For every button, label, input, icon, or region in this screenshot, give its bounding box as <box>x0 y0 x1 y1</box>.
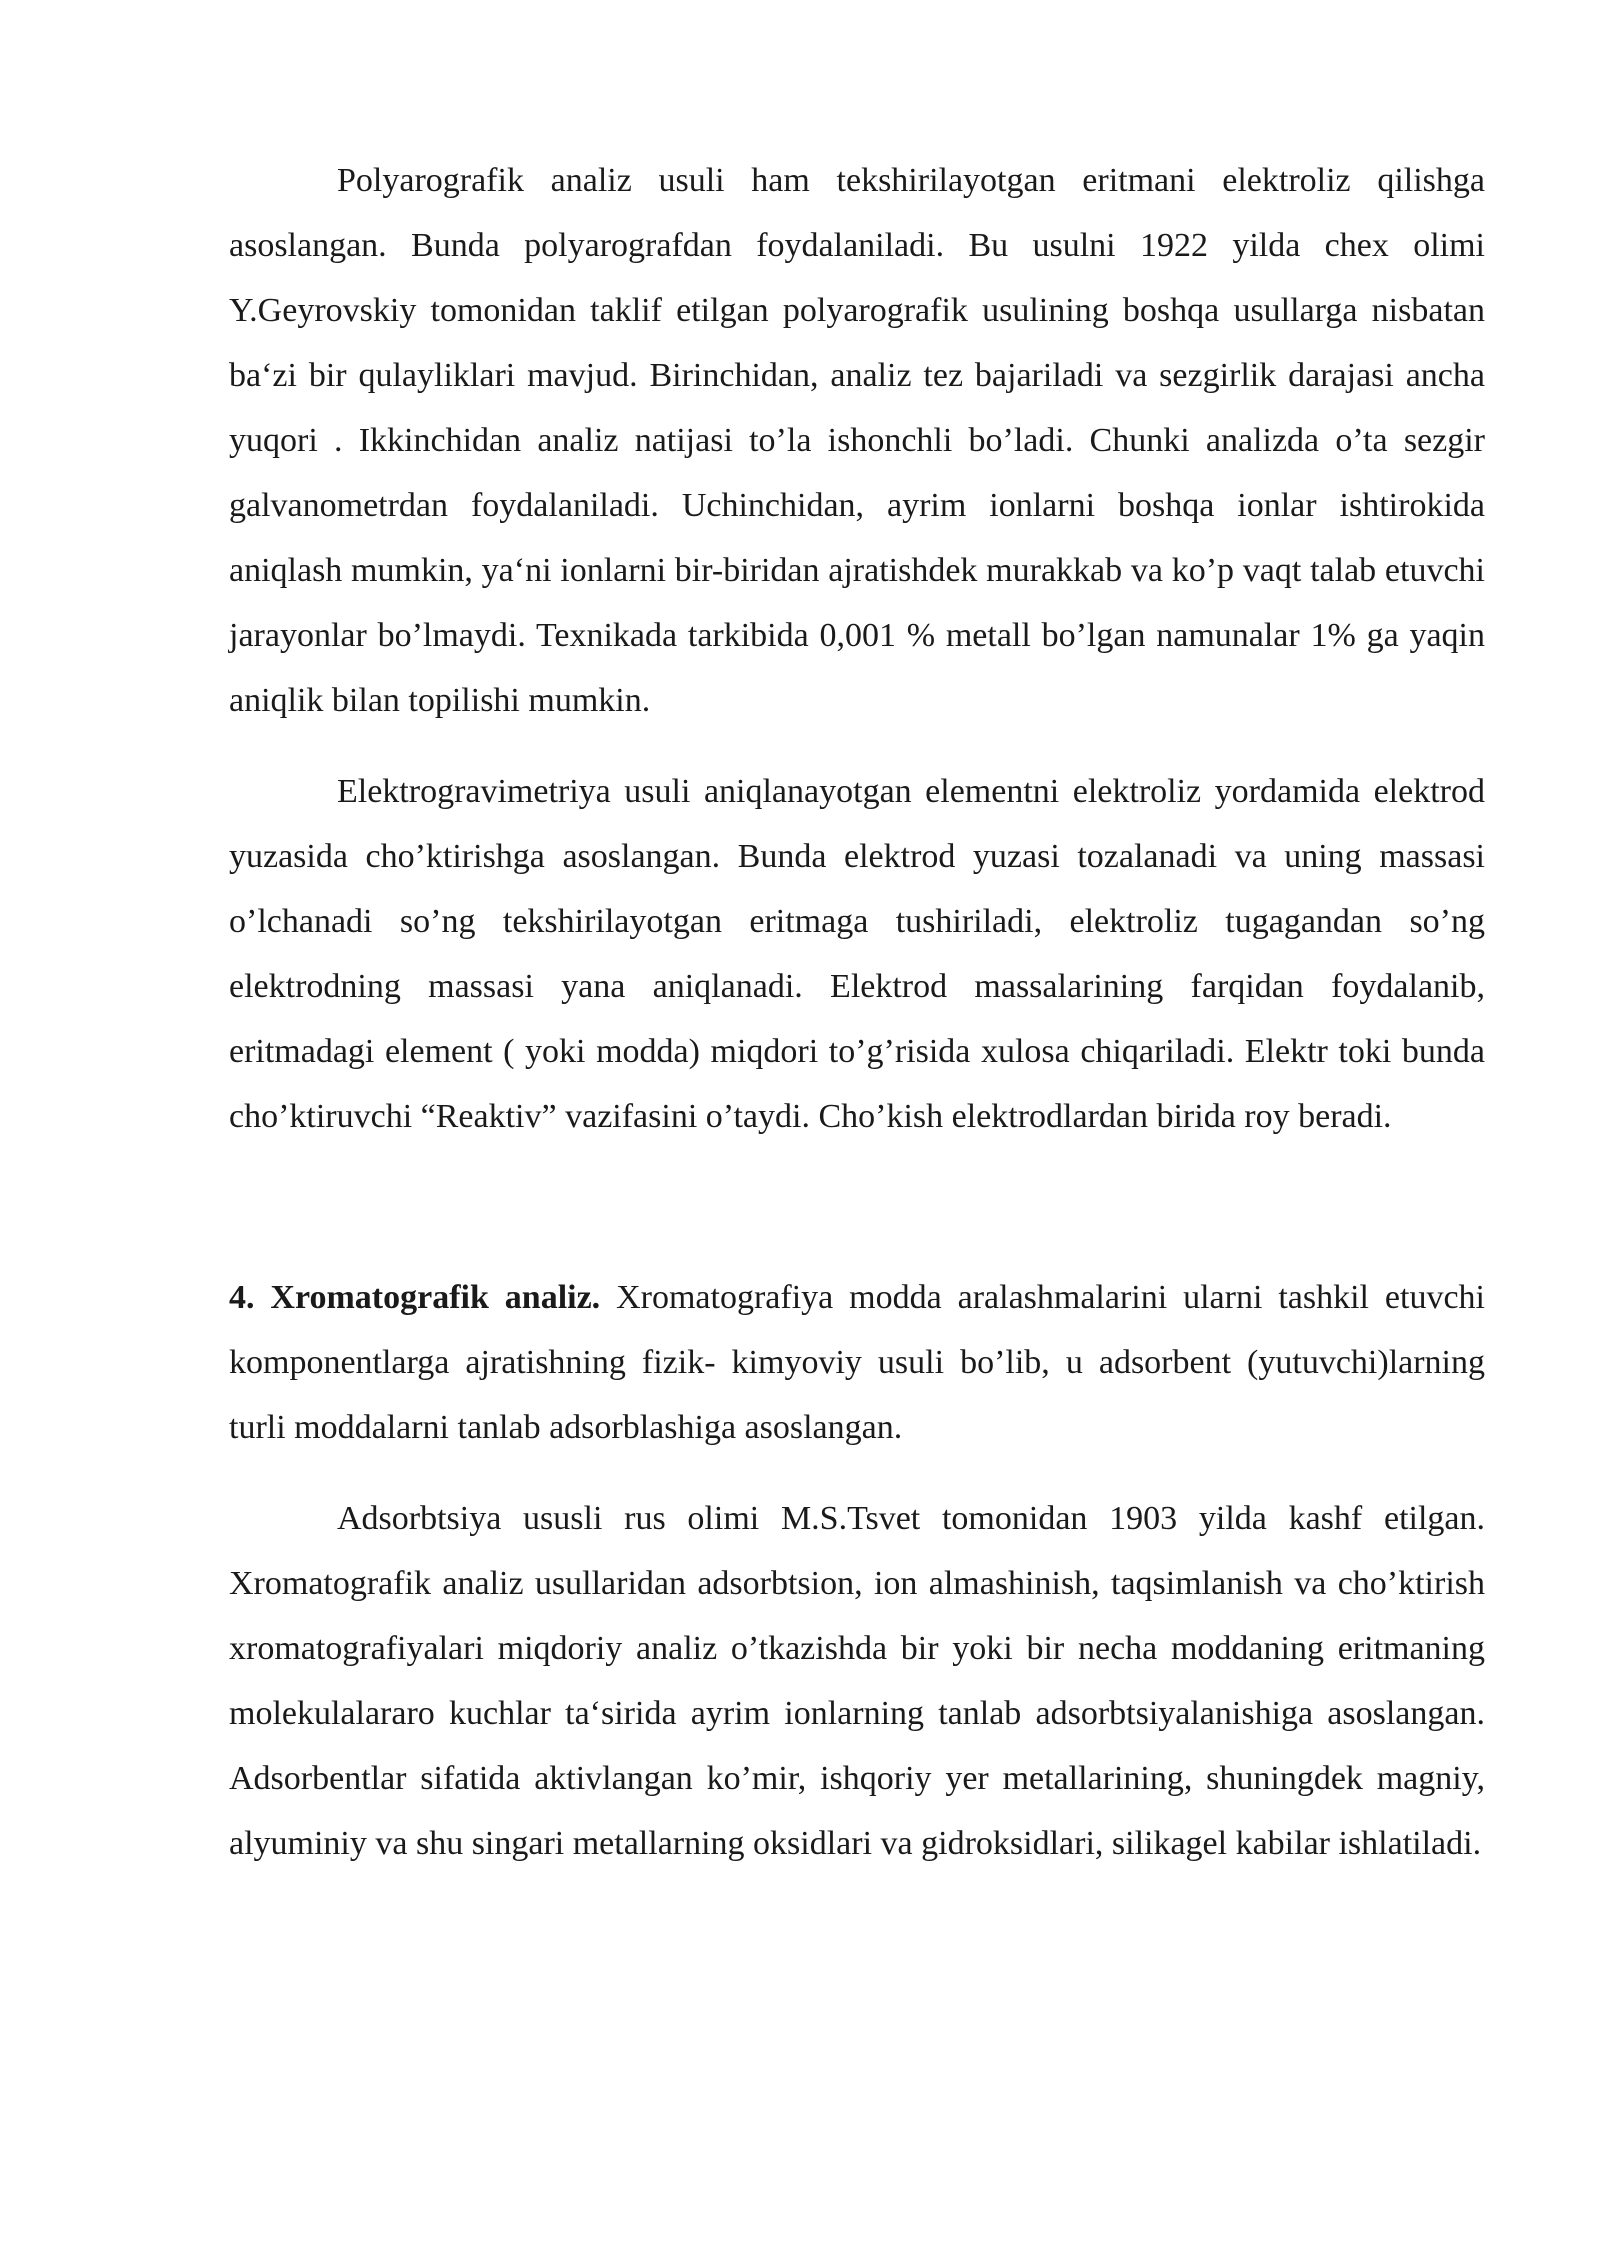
paragraph-adsorption: Adsorbtsiya ususli rus olimi M.S.Tsvet tomonidan 1903 yilda kashf etilgan. Xromatografik analiz usullaridan adsorbtsion, ion almashinish, taqsimlanish va cho’ktirish xromatografiyalari miqdoriy analiz o’tkazishda bir yoki bir necha moddaning eritmaning molekulalararo kuchlar ta‘sirida ayrim ionlarning tanlab adsorbtsiyalanishiga asoslangan. Adsorbentlar sifatida aktivlangan ko’mir, ishqoriy yer metallarining, shuningdek magniy, alyuminiy va shu singari metallarning oksidlari va gidroksidlari, silikagel kabilar ishlatiladi. <box>229 1500 1485 1862</box>
paragraph-polyarography: Polyarografik analiz usuli ham tekshirilayotgan eritmani elektroliz qilishga asoslangan. Bunda polyarografdan foydalaniladi. Bu usulni 1922 yilda chex olimi Y.Geyrovskiy tomonidan taklif etilgan polyarografik usulining boshqa usullarga nisbatan ba‘zi bir qulayliklari mavjud. Birinchidan, analiz tez bajariladi va sezgirlik darajasi ancha yuqori . Ikkinchidan analiz natijasi to’la ishonchli bo’ladi. Chunki analizda o’ta sezgir galvanometrdan foydalaniladi. Uchinchidan, ayrim ionlarni boshqa ionlar ishtirokida aniqlash mumkin, ya‘ni ionlarni bir-biridan ajratishdek murakkab va ko’p vaqt talab etuvchi jarayonlar bo’lmaydi. Texnikada tarkibida 0,001 % metall bo’lgan namunalar 1% ga yaqin aniqlik bilan topilishi mumkin. <box>229 162 1485 719</box>
section-heading-chromatography: 4. Xromatografik analiz. <box>229 1279 601 1316</box>
paragraph-chromatography-text: Xromatografiya modda aralashmalarini ularni tashkil etuvchi komponentlarga ajratishning fizik- kimyoviy usuli bo’lib, u adsorbent (yutuvchi)larning turli moddalarni tanlab adsorblashiga asoslangan. <box>229 1279 1485 1446</box>
document-body <box>229 148 1485 1876</box>
paragraph-chromatography <box>229 1265 1485 1460</box>
paragraph-electrogravimetry: Elektrogravimetriya usuli aniqlanayotgan elementni elektroliz yordamida elektrod yuzasida cho’ktirishga asoslangan. Bunda elektrod yuzasi tozalanadi va uning massasi o’lchanadi so’ng tekshirilayotgan eritmaga tushiriladi, elektroliz tugagandan so’ng elektrodning massasi yana aniqlanadi. Elektrod massalarining farqidan foydalanib, eritmadagi element ( yoki modda) miqdori to’g’risida xulosa chiqariladi. Elektr toki bunda cho’ktiruvchi “Reaktiv” vazifasini o’taydi. Cho’kish elektrodlardan birida roy beradi. <box>229 773 1485 1135</box>
